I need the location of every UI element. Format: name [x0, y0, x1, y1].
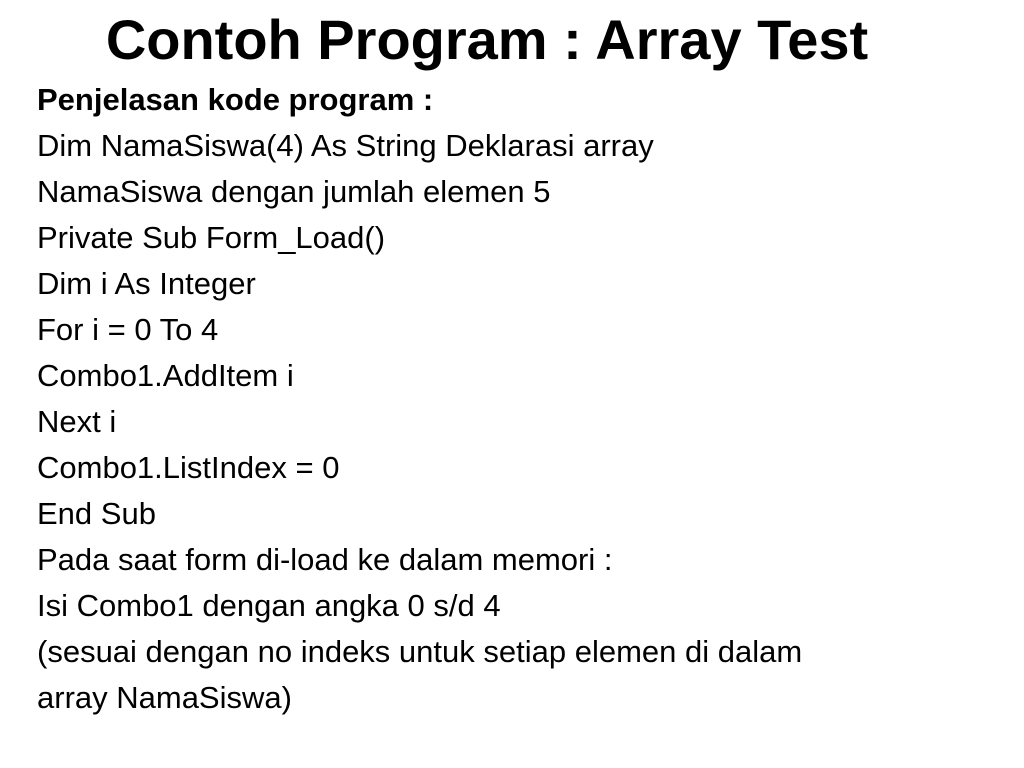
- code-line: Private Sub Form_Load(): [37, 220, 386, 255]
- text-line: NamaSiswa dengan jumlah elemen 5: [37, 174, 551, 209]
- text-line: Dim NamaSiswa(4) As String Deklarasi array: [37, 128, 654, 163]
- slide-body: [37, 77, 1007, 721]
- slide-title: Contoh Program : Array Test: [105, 8, 869, 71]
- code-line: Combo1.ListIndex = 0: [37, 450, 340, 485]
- text-line: array NamaSiswa): [37, 680, 292, 715]
- code-line: Dim i As Integer: [37, 266, 256, 301]
- code-line: For i = 0 To 4: [37, 312, 219, 347]
- text-line: Pada saat form di-load ke dalam memori :: [37, 542, 613, 577]
- section-heading: Penjelasan kode program :: [37, 82, 434, 117]
- code-line: Next i: [37, 404, 117, 439]
- code-line: Combo1.AddItem i: [37, 358, 294, 393]
- code-line: End Sub: [37, 496, 156, 531]
- text-line: (sesuai dengan no indeks untuk setiap elemen di dalam: [37, 634, 803, 669]
- text-line: Isi Combo1 dengan angka 0 s/d 4: [37, 588, 501, 623]
